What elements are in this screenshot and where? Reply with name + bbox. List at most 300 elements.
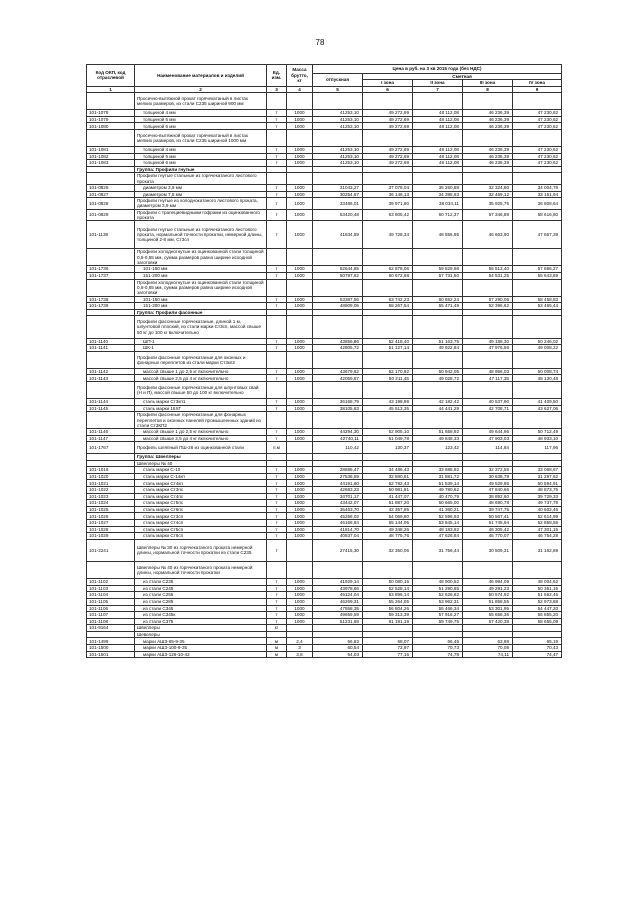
code-cell: 101-1147 xyxy=(87,435,135,442)
wholesale-price-cell: 34701,17 xyxy=(313,493,363,500)
column-index: 3 xyxy=(267,86,287,93)
header-wholesale: отпускная xyxy=(313,74,363,87)
unit-cell: т xyxy=(267,198,287,210)
zone-3-price-cell xyxy=(463,454,513,461)
zone-3-price-cell: 54 531,25 xyxy=(463,272,513,279)
name-cell: Профили фасонные горячекатаные для фонарных переплетов и оконных панелей промышленных зданий из стали Ст3КП2 xyxy=(135,412,267,429)
header-price-title: Цена в руб. на 3 кв 2015 года (без НДС) xyxy=(313,65,562,74)
mass-cell: 1000 xyxy=(287,480,313,487)
zone-1-price-cell: 45 513,35 xyxy=(363,405,413,412)
zone-2-price-cell: 44 441,29 xyxy=(413,405,463,412)
mass-cell xyxy=(287,460,313,467)
code-cell: 101-0826 xyxy=(87,184,135,191)
zone-3-price-cell: 47 903,03 xyxy=(463,435,513,442)
wholesale-price-cell: 53420,48 xyxy=(313,209,363,221)
mass-cell xyxy=(287,382,313,399)
code-cell: 101-1025 xyxy=(87,506,135,513)
mass-cell: 1000 xyxy=(287,473,313,480)
code-cell: 101-1737 xyxy=(87,272,135,279)
wholesale-price-cell xyxy=(313,625,363,632)
unit-cell: т xyxy=(267,493,287,500)
zone-2-price-cell: 49 028,72 xyxy=(413,375,463,382)
zone-4-price-cell: 47 230,62 xyxy=(513,153,562,160)
unit-cell: т xyxy=(267,592,287,599)
zone-4-price-cell: 48 130,48 xyxy=(513,375,562,382)
unit-cell: т xyxy=(267,526,287,533)
zone-4-price-cell xyxy=(513,279,562,296)
zone-1-price-cell: 50 211,45 xyxy=(363,375,413,382)
wholesale-price-cell: 27536,59 xyxy=(313,473,363,480)
zone-1-price-cell: 62 878,06 xyxy=(363,266,413,273)
name-cell: сталь марки С-10 xyxy=(135,467,267,474)
zone-3-price-cell: 47 840,66 xyxy=(463,486,513,493)
mass-cell: 1000 xyxy=(287,184,313,191)
zone-2-price-cell xyxy=(413,309,463,316)
wholesale-price-cell: 46269,31 xyxy=(313,598,363,605)
name-cell: из стали С345к xyxy=(135,612,267,619)
zone-1-price-cell: 68,07 xyxy=(363,638,413,645)
unit-cell: т xyxy=(267,160,287,167)
name-cell: сталь марки Ст5сп xyxy=(135,526,267,533)
table-row xyxy=(87,198,562,210)
zone-2-price-cell xyxy=(413,93,463,110)
zone-4-price-cell: 36 808,64 xyxy=(513,198,562,210)
zone-1-price-cell: 49 348,26 xyxy=(363,526,413,533)
name-cell: сталь марки 16ХГ xyxy=(135,405,267,412)
zone-4-price-cell: 58 458,83 xyxy=(513,296,562,303)
table-row xyxy=(87,129,562,146)
wholesale-price-cell xyxy=(313,631,363,638)
zone-2-price-cell: 48 556,95 xyxy=(413,221,463,249)
zone-4-price-cell: 31 162,89 xyxy=(513,539,562,561)
zone-1-price-cell xyxy=(363,460,413,467)
table-row xyxy=(87,592,562,599)
mass-cell xyxy=(287,539,313,561)
code-cell: 101-1105 xyxy=(87,598,135,605)
unit-cell: т xyxy=(267,209,287,221)
zone-3-price-cell: 47 976,56 xyxy=(463,345,513,352)
wholesale-price-cell: 28685,47 xyxy=(313,467,363,474)
mass-cell xyxy=(287,173,313,185)
zone-1-price-cell: 49 272,69 xyxy=(363,146,413,153)
mass-cell: 3,8 xyxy=(287,651,313,658)
unit-cell: т xyxy=(267,473,287,480)
unit-cell: т xyxy=(267,221,287,249)
unit-cell: т xyxy=(267,598,287,605)
zone-4-price-cell: 50 351,15 xyxy=(513,585,562,592)
code-cell: 101-1020 xyxy=(87,473,135,480)
name-cell: толщиной 5 мм xyxy=(135,116,267,123)
wholesale-price-cell: 42059,67 xyxy=(313,375,363,382)
unit-cell: т xyxy=(267,612,287,619)
code-cell: 101-1106 xyxy=(87,605,135,612)
code-cell xyxy=(87,93,135,110)
zone-2-price-cell: 70,73 xyxy=(413,645,463,652)
mass-cell: 1000 xyxy=(287,605,313,612)
zone-1-price-cell: 37 078,04 xyxy=(363,184,413,191)
code-cell: 101-1026 xyxy=(87,513,135,520)
name-cell: сталь марки Ст5пс xyxy=(135,500,267,507)
name-cell: сталь марки Ст4сп xyxy=(135,519,267,526)
zone-4-price-cell: 58 655,09 xyxy=(513,618,562,625)
zone-3-price-cell: 49 291,23 xyxy=(463,585,513,592)
name-cell: из стали С345 xyxy=(135,605,267,612)
zone-4-price-cell xyxy=(513,625,562,632)
zone-1-price-cell xyxy=(363,129,413,146)
table-row xyxy=(87,399,562,406)
zone-2-price-cell xyxy=(413,351,463,368)
unit-cell: т xyxy=(267,480,287,487)
header-mass: Масса брутто, кг xyxy=(287,65,313,87)
zone-4-price-cell: 50 008,74 xyxy=(513,368,562,375)
mass-cell: 2,4 xyxy=(287,638,313,645)
zone-3-price-cell: 32 372,55 xyxy=(463,467,513,474)
mass-cell xyxy=(287,249,313,266)
zone-2-price-cell xyxy=(413,279,463,296)
mass-cell: 1000 xyxy=(287,296,313,303)
zone-3-price-cell xyxy=(463,625,513,632)
table-row xyxy=(87,166,562,173)
zone-2-price-cell: 49 780,62 xyxy=(413,486,463,493)
zone-4-price-cell: 40 602,46 xyxy=(513,506,562,513)
code-cell xyxy=(87,249,135,266)
name-cell: сталь марки Ст4кп xyxy=(135,480,267,487)
zone-4-price-cell: 47 301,15 xyxy=(513,526,562,533)
zone-2-price-cell: 51 658,92 xyxy=(413,429,463,436)
zone-4-price-cell: 47 230,62 xyxy=(513,123,562,130)
mass-cell: 1000 xyxy=(287,303,313,310)
zone-1-price-cell xyxy=(363,173,413,185)
zone-4-price-cell xyxy=(513,412,562,429)
zone-3-price-cell: 46 994,09 xyxy=(463,579,513,586)
mass-cell: 3 xyxy=(287,645,313,652)
name-cell: сталь марки С-14кп xyxy=(135,473,267,480)
zone-4-price-cell: 117,96 xyxy=(513,442,562,454)
zone-1-price-cell: 42 357,85 xyxy=(363,506,413,513)
zone-3-price-cell xyxy=(463,173,513,185)
name-cell: ШК-1 xyxy=(135,345,267,352)
zone-3-price-cell xyxy=(463,166,513,173)
code-cell: 101-1736 xyxy=(87,266,135,273)
unit-cell: т xyxy=(267,153,287,160)
wholesale-price-cell xyxy=(313,249,363,266)
table-row xyxy=(87,493,562,500)
table-row xyxy=(87,146,562,153)
table-row xyxy=(87,526,562,533)
table-row xyxy=(87,209,562,221)
wholesale-price-cell: 51231,68 xyxy=(313,618,363,625)
wholesale-price-cell xyxy=(313,129,363,146)
unit-cell: т xyxy=(267,405,287,412)
wholesale-price-cell xyxy=(313,93,363,110)
unit-cell: т xyxy=(267,338,287,345)
wholesale-price-cell: 40837,04 xyxy=(313,533,363,540)
zone-4-price-cell xyxy=(513,249,562,266)
table-row xyxy=(87,506,562,513)
zone-2-price-cell xyxy=(413,249,463,266)
zone-3-price-cell: 46 236,39 xyxy=(463,153,513,160)
zone-1-price-cell: 51 049,78 xyxy=(363,435,413,442)
zone-4-price-cell: 49 008,22 xyxy=(513,345,562,352)
zone-2-price-cell: 31 881,72 xyxy=(413,473,463,480)
code-cell xyxy=(87,173,135,185)
zone-2-price-cell xyxy=(413,166,463,173)
code-cell: 101-1079 xyxy=(87,116,135,123)
unit-cell: т xyxy=(267,116,287,123)
zone-4-price-cell xyxy=(513,460,562,467)
zone-4-price-cell: 47 230,62 xyxy=(513,116,562,123)
name-cell: Просечно-вытяжной прокат горячекатаный в листах мелких размеров, из стали С235 шириной 900 мм xyxy=(135,93,267,110)
unit-cell: т xyxy=(267,618,287,625)
code-cell: 101-2241 xyxy=(87,539,135,561)
name-cell: Профили фасонные горячекатаные, длиной 1 м, шпунтовой плоский, из стали марки Ст3сп, массой свыше 50 кг до 100 кг включительно xyxy=(135,316,267,338)
zone-1-price-cell xyxy=(363,562,413,579)
zone-3-price-cell: 74,11 xyxy=(463,651,513,658)
unit-cell: т xyxy=(267,296,287,303)
zone-3-price-cell: 46 236,39 xyxy=(463,110,513,117)
table-row xyxy=(87,266,562,273)
wholesale-price-cell: 43856,86 xyxy=(313,338,363,345)
name-cell: диаметром 3,9 мм xyxy=(135,184,267,191)
zone-2-price-cell: 49 922,84 xyxy=(413,345,463,352)
table-row xyxy=(87,473,562,480)
unit-cell: т xyxy=(267,519,287,526)
zone-2-price-cell: 31 756,44 xyxy=(413,539,463,561)
unit-cell: т xyxy=(267,429,287,436)
zone-2-price-cell xyxy=(413,460,463,467)
table-row xyxy=(87,513,562,520)
name-cell: Швеллеры № 40 xyxy=(135,460,267,467)
zone-2-price-cell: 55 471,49 xyxy=(413,303,463,310)
zone-3-price-cell: 51 745,94 xyxy=(463,519,513,526)
name-cell: Группа: Швеллеры xyxy=(135,454,267,461)
zone-3-price-cell: 30 509,31 xyxy=(463,539,513,561)
zone-3-price-cell: 46 236,39 xyxy=(463,123,513,130)
zone-1-price-cell: 61 191,19 xyxy=(363,618,413,625)
zone-3-price-cell: 46 663,90 xyxy=(463,221,513,249)
name-cell: массой свыше 1 до 2,5 кг включительно xyxy=(135,429,267,436)
wholesale-price-cell: 41253,10 xyxy=(313,146,363,153)
unit-cell xyxy=(267,351,287,368)
wholesale-price-cell: 30254,67 xyxy=(313,191,363,198)
zone-2-price-cell xyxy=(413,382,463,399)
table-row xyxy=(87,160,562,167)
zone-4-price-cell: 74,47 xyxy=(513,651,562,658)
code-cell: 101-1016 xyxy=(87,467,135,474)
zone-3-price-cell: 114,84 xyxy=(463,442,513,454)
column-index: 5 xyxy=(313,86,363,93)
zone-4-price-cell: 49 737,78 xyxy=(513,500,562,507)
mass-cell: 1000 xyxy=(287,612,313,619)
name-cell: марки АШЗ-126-10-42 xyxy=(135,651,267,658)
zone-3-price-cell: 32 324,80 xyxy=(463,184,513,191)
zone-2-price-cell xyxy=(413,173,463,185)
zone-4-price-cell: 33 068,67 xyxy=(513,467,562,474)
name-cell: толщиной 5 мм xyxy=(135,153,267,160)
table-row xyxy=(87,405,562,412)
zone-4-price-cell xyxy=(513,166,562,173)
name-cell: массой свыше 2,5 до 4 кг включительно xyxy=(135,375,267,382)
name-cell: Профили фасонные горячекатаные для оконных и фонарных переплетов из стали марки Ст3кп2 xyxy=(135,351,267,368)
table-row xyxy=(87,454,562,461)
table-row xyxy=(87,316,562,338)
zone-2-price-cell: 59 829,98 xyxy=(413,266,463,273)
wholesale-price-cell: 45256,02 xyxy=(313,513,363,520)
mass-cell xyxy=(287,309,313,316)
wholesale-price-cell: 53387,56 xyxy=(313,296,363,303)
zone-1-price-cell: 55 264,05 xyxy=(363,598,413,605)
table-row xyxy=(87,351,562,368)
zone-2-price-cell: 35 260,88 xyxy=(413,184,463,191)
zone-3-price-cell: 57 420,38 xyxy=(463,618,513,625)
unit-cell xyxy=(267,249,287,266)
zone-2-price-cell: 33 685,82 xyxy=(413,467,463,474)
zone-2-price-cell: 60 652,24 xyxy=(413,296,463,303)
wholesale-price-cell: 48809,05 xyxy=(313,303,363,310)
zone-4-price-cell: 41 409,50 xyxy=(513,399,562,406)
zone-1-price-cell: 49 272,69 xyxy=(363,160,413,167)
zone-2-price-cell xyxy=(413,454,463,461)
page-number: 78 xyxy=(315,38,325,47)
zone-3-price-cell: 53 301,95 xyxy=(463,605,513,612)
mass-cell: 1000 xyxy=(287,209,313,221)
unit-cell: т xyxy=(267,345,287,352)
zone-4-price-cell: 55 643,69 xyxy=(513,272,562,279)
unit-cell xyxy=(267,173,287,185)
mass-cell: 1000 xyxy=(287,221,313,249)
zone-4-price-cell: 34 004,78 xyxy=(513,184,562,191)
table-row xyxy=(87,123,562,130)
wholesale-price-cell: 64,03 xyxy=(313,651,363,658)
table-row xyxy=(87,533,562,540)
mass-cell xyxy=(287,129,313,146)
code-cell: 101-1082 xyxy=(87,153,135,160)
wholesale-price-cell: 46166,84 xyxy=(313,519,363,526)
zone-3-price-cell: 50 574,92 xyxy=(463,592,513,599)
name-cell: Профиль шляпный ПШ-26 из оцинкованной стали xyxy=(135,442,267,454)
table-row xyxy=(87,249,562,266)
zone-3-price-cell xyxy=(463,279,513,296)
zone-4-price-cell: 50 712,49 xyxy=(513,429,562,436)
table-row xyxy=(87,309,562,316)
wholesale-price-cell: 42805,72 xyxy=(313,345,363,352)
table-row xyxy=(87,345,562,352)
unit-cell: т xyxy=(267,533,287,540)
mass-cell: 1000 xyxy=(287,160,313,167)
name-cell: 151-200 мм xyxy=(135,303,267,310)
code-cell: 101-1140 xyxy=(87,338,135,345)
zone-1-price-cell: 51 127,14 xyxy=(363,345,413,352)
table-row xyxy=(87,303,562,310)
code-cell: 101-1021 xyxy=(87,480,135,487)
zone-1-price-cell xyxy=(363,279,413,296)
zone-1-price-cell: 63 742,23 xyxy=(363,296,413,303)
zone-3-price-cell: 56 513,40 xyxy=(463,266,513,273)
zone-3-price-cell xyxy=(463,129,513,146)
mass-cell xyxy=(287,412,313,429)
table-row xyxy=(87,460,562,467)
table-row xyxy=(87,631,562,638)
table-row xyxy=(87,598,562,605)
mass-cell: 1000 xyxy=(287,345,313,352)
zone-1-price-cell: 52 782,43 xyxy=(363,480,413,487)
wholesale-price-cell xyxy=(313,454,363,461)
zone-4-price-cell: 48 873,75 xyxy=(513,486,562,493)
mass-cell: 1000 xyxy=(287,493,313,500)
table-row xyxy=(87,562,562,579)
wholesale-price-cell: 41634,59 xyxy=(313,221,363,249)
wholesale-price-cell: 42683,23 xyxy=(313,486,363,493)
table-row xyxy=(87,279,562,296)
wholesale-price-cell xyxy=(313,316,363,338)
zone-2-price-cell: 41 360,21 xyxy=(413,506,463,513)
header-name: Наименование материалов и изделий xyxy=(135,65,267,87)
zone-1-price-cell: 63 805,42 xyxy=(363,209,413,221)
zone-1-price-cell xyxy=(363,309,413,316)
name-cell: Профили гнутые стальные из горячекатаного листового проката xyxy=(135,173,267,185)
zone-1-price-cell: 49 272,69 xyxy=(363,153,413,160)
zone-4-price-cell: 50 594,91 xyxy=(513,480,562,487)
zone-2-price-cell: 51 290,85 xyxy=(413,585,463,592)
unit-cell: т xyxy=(267,435,287,442)
zone-3-price-cell: 52 396,62 xyxy=(463,303,513,310)
table-row xyxy=(87,585,562,592)
zone-2-price-cell: 57 731,50 xyxy=(413,272,463,279)
zone-4-price-cell xyxy=(513,562,562,579)
code-cell xyxy=(87,454,135,461)
zone-4-price-cell xyxy=(513,351,562,368)
table-row xyxy=(87,116,562,123)
code-cell: 101-1027 xyxy=(87,519,135,526)
code-cell: 101-1102 xyxy=(87,579,135,586)
code-cell xyxy=(87,316,135,338)
zone-3-price-cell: 42 708,71 xyxy=(463,405,513,412)
zone-2-price-cell: 48 183,82 xyxy=(413,526,463,533)
code-cell xyxy=(87,562,135,579)
wholesale-price-cell: 42740,11 xyxy=(313,435,363,442)
zone-2-price-cell: 74,78 xyxy=(413,651,463,658)
zone-2-price-cell: 66,45 xyxy=(413,638,463,645)
wholesale-price-cell: 60,54 xyxy=(313,645,363,652)
wholesale-price-cell: 41253,10 xyxy=(313,153,363,160)
zone-3-price-cell: 48 956,03 xyxy=(463,368,513,375)
zone-3-price-cell: 55 658,36 xyxy=(463,612,513,619)
zone-1-price-cell: 32 350,06 xyxy=(363,539,413,561)
mass-cell xyxy=(287,316,313,338)
zone-2-price-cell: 42 182,42 xyxy=(413,399,463,406)
zone-1-price-cell: 77,16 xyxy=(363,651,413,658)
zone-1-price-cell xyxy=(363,249,413,266)
wholesale-price-cell: 33486,01 xyxy=(313,198,363,210)
zone-4-price-cell: 51 662,45 xyxy=(513,592,562,599)
table-row xyxy=(87,296,562,303)
wholesale-price-cell: 45124,04 xyxy=(313,592,363,599)
zone-1-price-cell: 53 896,14 xyxy=(363,592,413,599)
wholesale-price-cell: 41253,10 xyxy=(313,116,363,123)
mass-cell: 1000 xyxy=(287,506,313,513)
name-cell: из стали С375 xyxy=(135,618,267,625)
mass-cell: 1000 xyxy=(287,399,313,406)
zone-3-price-cell: 63,88 xyxy=(463,638,513,645)
zone-3-price-cell: 57 290,06 xyxy=(463,296,513,303)
zone-2-price-cell: 38 034,11 xyxy=(413,198,463,210)
wholesale-price-cell xyxy=(313,351,363,368)
zone-3-price-cell xyxy=(463,460,513,467)
table-row xyxy=(87,435,562,442)
zone-2-price-cell: 48 112,08 xyxy=(413,160,463,167)
column-index: 6 xyxy=(363,86,413,93)
name-cell: Профили с трапециевидными гофрами из оцинкованного проката xyxy=(135,209,267,221)
